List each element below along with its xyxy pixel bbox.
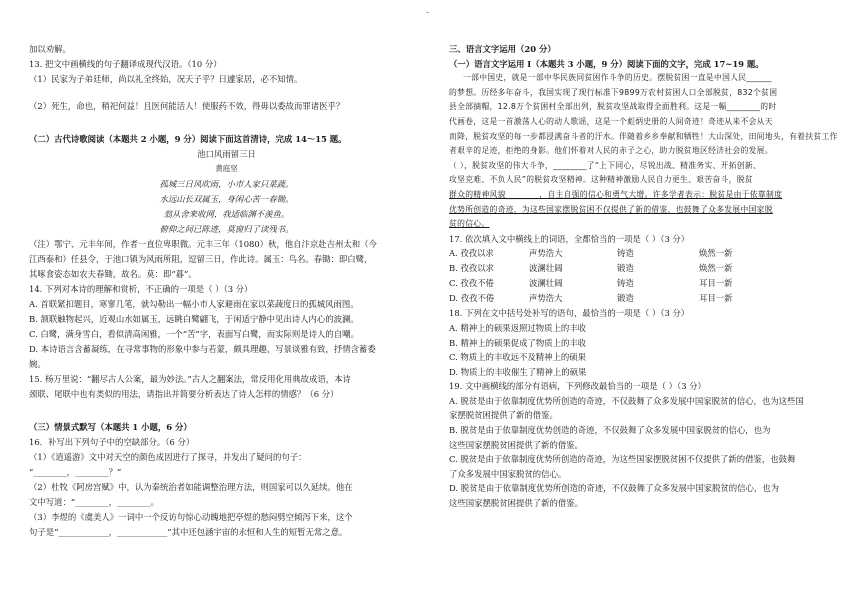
option-item[interactable]: 这些国家摆脱贫困提供了新的借鉴。: [449, 498, 583, 509]
text-line: 文中写道：“________，________。: [29, 497, 159, 507]
passage-line: 贫的信心。: [449, 219, 490, 229]
text-line: （二）古代诗歌阅读（本题共 2 小题，9 分）阅读下面这首清诗，完成 14～15 题。: [29, 134, 347, 144]
question-18: 18. 下列在文中括号处补写的语句，最恰当的一项是（ ）（3 分）: [449, 308, 690, 319]
question-19-options: [449, 396, 844, 513]
text-line: “________，________？”: [29, 467, 122, 477]
option-row[interactable]: [449, 278, 844, 293]
passage-line: 攻坚克难、不负人民”的脱贫攻坚精神。这种精神激励人民自力更生、艰苦奋斗，脱贫: [449, 175, 753, 185]
text-line: （1）民家为子弟廷师，尚以礼全终始，况天子乎？日遽家居，必不知情。: [29, 74, 303, 84]
text-line: 14. 下列对本诗的理解和赏析，不正确的一项是（ ）（3 分）: [29, 284, 253, 294]
option-cell: 铸造: [617, 248, 634, 259]
text-line: （3）李煜的《虞美人》一词中一个反访句惊心动魄地把亭煜的愁闷劈空倾泻下来，这个: [29, 512, 353, 522]
text-line: 翁从舍来收网，我适临渊不羡鱼。: [163, 209, 290, 219]
option-cell: A. 孜孜以求: [449, 248, 494, 259]
passage-line: 群众的精神风貌________，自主自强的信心和勇气大增。许多学者表示：脱贫是由于依靠制度: [449, 189, 783, 199]
option-cell: 锻造: [617, 293, 634, 304]
option-item[interactable]: C. 物质上的丰收远不及精神上的硕果: [449, 352, 587, 363]
passage-line: 者艰辛的足迹，拒绝的身影。他们怀着对人民的赤子之心，助力脱贫地区经济社会的发展。: [449, 146, 773, 156]
option-cell: 耳目一新: [699, 293, 733, 304]
passage-line: 一部中国史，就是一部中华民族同贫困作斗争的历史。摆脱贫困一直是中国人民______: [463, 73, 772, 83]
passage-line: 优势所创造的奇迹，为这些国家摆脱贫困不仅提供了新的借鉴，也鼓舞了众多发展中国家脱: [449, 204, 773, 214]
text-line: D. 本诗语言含蓄凝练，在寻常事物的形象中参与若蒙，颇具理趣，写景谈雅有致，抒情含蓄委: [29, 344, 376, 354]
option-cell: 焕然一新: [699, 263, 733, 274]
option-cell: D. 孜孜不倦: [449, 293, 495, 304]
text-line: （2）杜牧《阿房宫赋》中，认为秦统治者如能调整治理方法，则国家可以久延续。他在: [29, 482, 353, 492]
option-row[interactable]: [449, 263, 844, 278]
option-cell: 铸造: [617, 278, 634, 289]
text-line: 俯仰之间已陈迹，莫窗归了读残书。: [159, 224, 294, 234]
option-item[interactable]: A. 脱贫是由于依靠制度优势所创造的奇迹，不仅鼓舞了众多发展中国家脱贫的信心，也为这些国: [449, 395, 804, 406]
text-line: 婉。: [29, 359, 46, 369]
text-line: B. 颔联触物起兴，近观山水如属玉，远眺白鹭翩飞，于闲适宁静中见出诗人内心的波澜。: [29, 314, 359, 324]
text-line: 颈联、尾联中也有类似的用法，请指出并简要分析表达了诗人怎样的情感？（6 分）: [29, 389, 339, 399]
text-line: A. 首联紧扣题目，寒寥几笔，就勾勒出一幅小市人家避雨在家以菜蔬度日的孤城风雨图。: [29, 299, 359, 309]
option-item[interactable]: B. 精神上的硕果促成了物质上的丰收: [449, 337, 587, 348]
option-cell: 锻造: [617, 263, 634, 274]
option-cell: 声势浩大: [529, 248, 563, 259]
text-line: （2）死生，命也，稍祀何益！且医何能活人！使服药不效，得毋以委故而罪诸医乎？: [29, 101, 345, 111]
option-cell: 波澜壮阔: [529, 278, 563, 289]
left-column: [29, 44, 424, 542]
page-mark: -: [426, 8, 430, 18]
option-cell: 声势浩大: [529, 293, 563, 304]
option-row[interactable]: [449, 248, 844, 263]
passage-line: 县全部摘帽，12.8万个贫困村全部出列，脱贫攻坚战取得全面胜利。这是一幅________的时: [449, 102, 777, 112]
option-item[interactable]: D. 脱贫是由于依靠制度优势所创造的奇迹，不仅鼓舞了众多发展中国家脱贫的信心，也为: [449, 483, 779, 494]
text-line: C. 白鹭，满身雪白，看似清高闲雅，一个“苦”字，表面写白鹭，而实际则是诗人的自嘲。: [29, 329, 359, 339]
option-cell: B. 孜孜以求: [449, 263, 494, 274]
option-cell: 焕然一新: [699, 248, 733, 259]
passage-line: 而降，脱贫攻坚的每一步都浸满奋斗者的汗水。伴随着乡乡奉献和牺牲！大山深处，田间地头，有着扶贫工作: [449, 131, 838, 141]
text-line: 16．补写出下列句子中的空缺部分。（6 分）: [29, 437, 195, 447]
right-column: [449, 44, 844, 513]
text-line: 江西泰和）任县令，于池口镇为风雨所阻，逗留三日，作此诗。属玉：鸟名。春锄：即白鹭，: [29, 254, 373, 264]
section-heading: 三、语言文字运用（20 分）: [449, 44, 556, 54]
option-item[interactable]: 家摆脱贫困提供了新的借鉴。: [449, 410, 558, 421]
text-line: （注）鄂宁、元丰年间，作者一直位卑职微。元丰三年（1080）秋，他自汴京赴吉州太和（今: [29, 239, 377, 249]
text-line: 其啄食姿态如农夫春锄，故名。莫：即“暮”。: [29, 269, 197, 279]
text-line: 池口风雨留三日: [197, 149, 256, 159]
option-item[interactable]: 了众多发展中国家脱贫的信心。: [449, 468, 567, 479]
option-item[interactable]: A. 精神上的硕果返照过物质上的丰收: [449, 322, 586, 333]
option-item[interactable]: B. 脱贫是由于依靠制度优势创造的奇迹，不仅鼓舞了众多发展中国家脱贫的信心，也为: [449, 425, 771, 436]
passage-line: 代画卷，这是一首激荡人心的动人歌谣，这是一个彪炳史册的人间奇迹！奇迹从来不会从天: [449, 116, 773, 126]
question-19: 19. 文中画横线的部分有语病，下列修改最恰当的一项是（ ）（3 分）: [449, 381, 706, 392]
reading-passage: [449, 73, 844, 234]
section-subheading: （一）语言文字运用 I（本题共 3 小题，9 分）阅读下面的文字，完成 17~19 题。: [449, 58, 764, 69]
text-line: 句子是“____________，____________”其中还包涵宇宙的永恒和人生的短暂无常之意。: [29, 527, 348, 537]
question-17: 17. 依次填入文中横线上的词语，全都恰当的一项是（ ）（3 分）: [449, 233, 690, 244]
passage-line: （ ），脱贫攻坚的伟大斗争，________了“上下同心，尽锐出战、精准务实、开拓创新、: [449, 160, 762, 170]
text-line: 加以劝解。: [29, 44, 71, 54]
text-line: 水远山长双属玉，身闲心苦一春锄。: [159, 194, 294, 204]
option-item[interactable]: 这些国家摆脱贫困提供了新的借鉴。: [449, 439, 583, 450]
option-cell: C. 孜孜不倦: [449, 278, 494, 289]
option-row[interactable]: [449, 293, 844, 308]
text-line: 孤城三日风吹雨，小市人家只菜蔬。: [159, 179, 294, 189]
text-line: （1）《逍遥游》文中对天空的颜色成因进行了探寻，并发出了疑问的句子：: [29, 452, 307, 462]
question-17-options: [449, 248, 844, 308]
question-18-options: [449, 323, 844, 381]
option-item[interactable]: C. 脱贫是由于依靠制度优势所创造的奇迹，为这些国家摆脱贫困不仅提供了新的借鉴，也鼓舞: [449, 454, 796, 465]
text-line: 15. 杨万里说：“翻尽古人公案，最为妙法。”古人之翻案法，常反用化用典故成语，本诗: [29, 374, 351, 384]
option-cell: 耳目一新: [699, 278, 733, 289]
text-line: 黄庭坚: [215, 164, 238, 173]
option-cell: 波澜壮阔: [529, 263, 563, 274]
option-item[interactable]: D. 物质上的丰收催生了精神上的硕果: [449, 366, 587, 377]
passage-line: 的梦想。历经多年奋斗，我国实现了现行标准下9899万农村贫困人口全部脱贫，832个贫困: [449, 87, 778, 97]
text-line: 13. 把文中画横线的句子翻译成现代汉语。（10 分）: [29, 59, 222, 69]
text-line: （三）情景式默写（本题共 1 小题，6 分）: [29, 422, 192, 432]
